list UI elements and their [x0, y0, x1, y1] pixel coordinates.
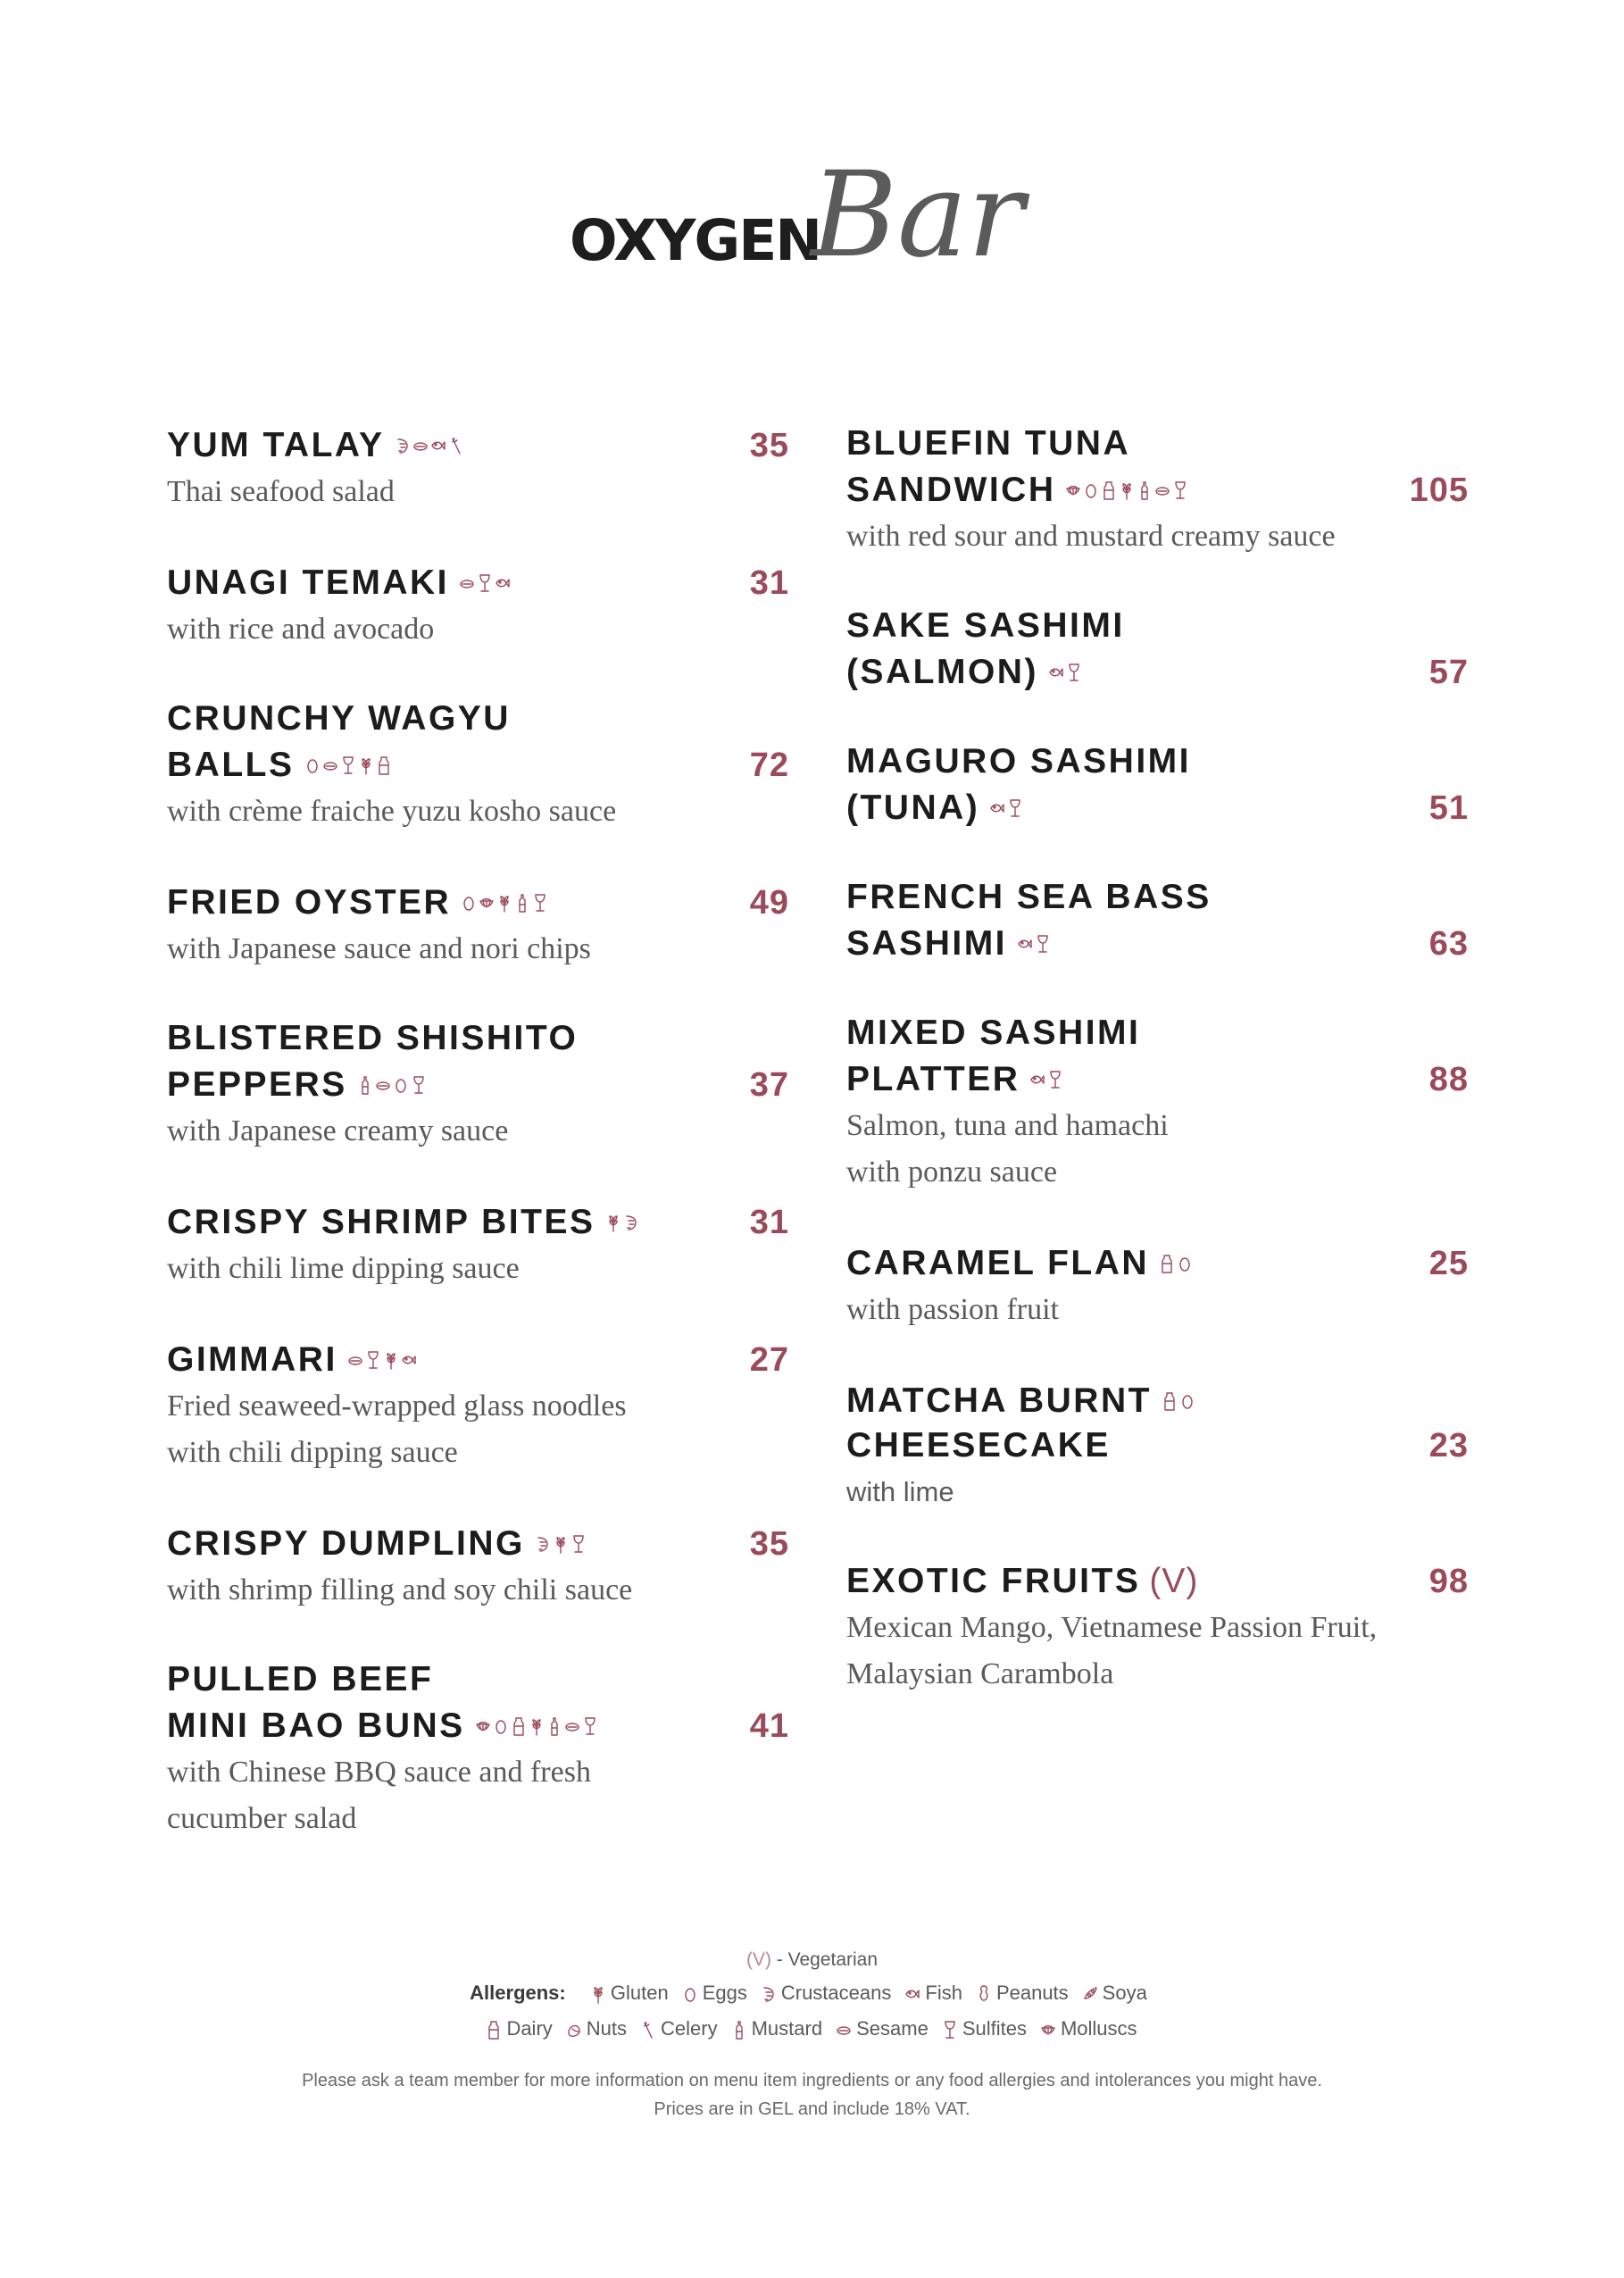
fish-icon	[1030, 1070, 1045, 1089]
menu-item-name-text: BLUEFIN TUNA	[846, 424, 1131, 463]
menu-item	[846, 421, 1469, 559]
sulfites-icon	[412, 1075, 426, 1095]
menu-item-description: with chili dipping sauce	[167, 1436, 458, 1469]
menu-item-description: with passion fruit	[846, 1293, 1059, 1326]
menu-item-price: 63	[1428, 925, 1469, 963]
menu-item-description: with Japanese sauce and nori chips	[167, 932, 591, 965]
menu-item	[846, 604, 1469, 695]
menu-item	[167, 879, 789, 972]
soya-icon	[1083, 1984, 1097, 2004]
gluten-icon	[554, 1534, 568, 1554]
menu-item	[167, 1657, 789, 1841]
menu-column-right	[846, 421, 1469, 1697]
menu-item-name-text: CRISPY SHRIMP BITES	[167, 1203, 595, 1241]
allergen-icons	[396, 421, 467, 466]
menu-item-name	[167, 1520, 673, 1566]
fish-icon	[990, 798, 1004, 818]
menu-item-name	[846, 875, 1353, 920]
menu-item-name	[167, 697, 673, 741]
allergen-legend-label: Sesame	[856, 2017, 929, 2040]
crustaceans-icon	[762, 1984, 776, 2004]
sesame-icon	[565, 1716, 579, 1736]
menu-item-name-text: MINI BAO BUNS	[167, 1706, 465, 1745]
menu-item-name-text: CARAMEL FLAN	[846, 1244, 1150, 1282]
allergen-legend-label: Peanuts	[995, 1982, 1069, 2004]
menu-item-name-text: SASHIMI	[846, 924, 1008, 963]
sulfites-icon	[1048, 1070, 1062, 1089]
menu-item-description: with red sour and mustard creamy sauce	[846, 520, 1336, 553]
peanuts-icon	[977, 1984, 991, 2004]
menu-item-name	[167, 559, 673, 605]
allergen-legend-item	[487, 2017, 552, 2040]
menu-item-description: Salmon, tuna and hamachi	[846, 1109, 1169, 1142]
fish-icon	[1018, 934, 1032, 954]
menu-item-name-text: MAGURO SASHIMI	[846, 742, 1191, 780]
menu-item-description: Thai seafood salad	[167, 475, 395, 508]
menu-item-name-text: PLATTER	[846, 1060, 1020, 1098]
allergen-icons	[1066, 466, 1191, 511]
menu-item	[167, 1016, 789, 1154]
menu-item-name-text: BLISTERED SHISHITO	[167, 1019, 579, 1057]
allergen-icons	[1162, 1377, 1198, 1422]
sesame-icon	[413, 436, 428, 455]
menu-item-header	[167, 421, 789, 468]
allergen-legend	[0, 1945, 1624, 2124]
menu-item-name-text: (TUNA)	[846, 789, 980, 827]
menu-item-name	[846, 648, 1353, 695]
menu-item-header	[167, 879, 789, 925]
fish-icon	[402, 1350, 416, 1370]
menu-item-price: 25	[1428, 1245, 1469, 1282]
eggs-icon	[462, 893, 476, 913]
menu-item-name-text: PEPPERS	[167, 1065, 347, 1104]
menu-item-name	[846, 739, 1353, 784]
allergen-icons	[1160, 1239, 1195, 1284]
dairy-icon	[1160, 1254, 1174, 1273]
menu-item-name	[167, 879, 673, 925]
sesame-icon	[837, 2020, 851, 2040]
allergen-legend-label: Molluscs	[1060, 2017, 1137, 2040]
menu-item-description: Mexican Mango, Vietnamese Passion Fruit,	[846, 1611, 1378, 1644]
menu-item-name-text: MATCHA BURNT	[846, 1381, 1152, 1420]
dairy-icon	[377, 755, 391, 775]
allergen-legend-label: Fish	[925, 1982, 962, 2004]
celery-icon	[641, 2020, 655, 2040]
menu-item-description: with lime	[846, 1476, 954, 1507]
menu-item-header	[167, 1016, 789, 1107]
allergen-icons	[1049, 648, 1085, 693]
sulfites-icon	[478, 573, 492, 593]
menu-item-price: 37	[749, 1066, 789, 1104]
menu-item-header	[846, 1239, 1469, 1286]
menu-item-name	[167, 1061, 673, 1107]
vegetarian-mark: (V)	[1149, 1562, 1199, 1600]
allergen-legend-item	[641, 2017, 718, 2040]
menu-item-price: 31	[749, 564, 789, 602]
nuts-icon	[567, 2020, 581, 2040]
sesame-icon	[460, 573, 474, 593]
mustard-icon	[1137, 480, 1152, 500]
menu-item-name	[846, 604, 1353, 648]
mustard-icon	[515, 893, 529, 913]
sulfites-icon	[583, 1716, 597, 1736]
brand-logo	[570, 146, 1070, 308]
molluscs-icon	[1041, 2020, 1055, 2040]
menu-item-description: with shrimp filling and soy chili sauce	[167, 1573, 633, 1606]
menu-item-name	[167, 1336, 673, 1382]
menu-item-description: Malaysian Carambola	[846, 1657, 1114, 1690]
menu-item	[167, 1198, 789, 1291]
allergen-icons	[460, 559, 513, 604]
sulfites-icon	[366, 1350, 380, 1370]
allergen-legend-label: Soya	[1102, 1982, 1147, 2004]
menu-item-price: 35	[749, 427, 789, 464]
crustaceans-icon	[624, 1213, 638, 1232]
allergy-notice	[0, 2066, 1624, 2124]
eggs-icon	[1084, 480, 1098, 500]
allergen-icons	[305, 741, 395, 786]
vat-note-line: Prices are in GEL and include 18% VAT.	[654, 2099, 970, 2119]
allergen-legend-label: Sulfites	[962, 2017, 1027, 2040]
eggs-icon	[494, 1716, 508, 1736]
sulfites-icon	[341, 755, 355, 775]
vegetarian-label: - Vegetarian	[770, 1949, 879, 1970]
menu-item-price: 27	[749, 1341, 789, 1379]
menu-item-price: 35	[749, 1525, 789, 1563]
allergen-row-1	[0, 1975, 1624, 2011]
gluten-icon	[497, 893, 512, 913]
menu-item-description: cucumber salad	[167, 1802, 357, 1835]
menu-item-price: 88	[1428, 1061, 1469, 1098]
menu-item-price: 105	[1409, 471, 1469, 509]
brand-wordmark: OXYGEN	[570, 208, 820, 273]
menu-item-price: 31	[749, 1204, 789, 1241]
sesame-icon	[376, 1075, 390, 1095]
menu-item-name-text: CRUNCHY WAGYU	[167, 699, 511, 738]
menu-column-left	[167, 421, 789, 1841]
menu-item	[846, 875, 1469, 966]
menu-item-header	[167, 1198, 789, 1245]
menu-item-name-text: UNAGI TEMAKI	[167, 563, 449, 602]
gluten-icon	[591, 1984, 605, 2004]
menu-item-name-text: SAKE SASHIMI	[846, 606, 1125, 645]
menu-item-name-text: MIXED SASHIMI	[846, 1014, 1141, 1052]
mustard-icon	[732, 2020, 746, 2040]
sesame-icon	[1155, 480, 1170, 500]
menu-item-header	[167, 1520, 789, 1566]
eggs-icon	[1180, 1391, 1195, 1411]
menu-item-header	[846, 1377, 1469, 1468]
menu-item-description: Fried seaweed-wrapped glass noodles	[167, 1389, 627, 1423]
menu-item-name	[846, 1056, 1353, 1102]
allergen-legend-item	[1041, 2017, 1137, 2040]
vegetarian-note	[0, 1945, 1624, 1975]
dairy-icon	[487, 2020, 501, 2040]
fish-icon	[905, 1984, 920, 2004]
gluten-icon	[1120, 480, 1134, 500]
menu-item-header	[846, 421, 1469, 513]
dairy-icon	[512, 1716, 526, 1736]
menu-item	[167, 697, 789, 834]
menu-item	[846, 1239, 1469, 1332]
allergen-icons	[990, 784, 1026, 829]
allergens-label: Allergens:	[470, 1982, 566, 2004]
gluten-icon	[529, 1716, 544, 1736]
allergen-legend-item	[1083, 1982, 1147, 2004]
allergy-note-line: Please ask a team member for more information on menu item ingredients or any food allergies and intolerances you might have.	[302, 2071, 1322, 2090]
menu-item	[846, 739, 1469, 830]
menu-item	[167, 421, 789, 514]
eggs-icon	[305, 755, 320, 775]
menu-item-header	[846, 739, 1469, 830]
menu-item-description: with rice and avocado	[167, 613, 435, 646]
fish-icon	[1049, 663, 1063, 682]
menu-item-header	[167, 697, 789, 788]
allergen-icons	[1030, 1056, 1066, 1100]
menu-item-header	[846, 1011, 1469, 1102]
menu-item-name-text: GIMMARI	[167, 1340, 337, 1379]
menu-item-name	[167, 1702, 673, 1748]
sesame-icon	[348, 1350, 362, 1370]
menu-item-description: with Chinese BBQ sauce and fresh	[167, 1756, 591, 1789]
menu-item-description: with crème fraiche yuzu kosho sauce	[167, 795, 617, 828]
menu-item-price: 23	[1428, 1427, 1469, 1464]
allergen-legend-item	[591, 1982, 669, 2004]
sulfites-icon	[533, 893, 547, 913]
menu-item	[846, 1011, 1469, 1195]
menu-item	[167, 1336, 789, 1475]
allergen-icons	[476, 1702, 601, 1747]
menu-item	[167, 1520, 789, 1613]
allergen-legend-item	[837, 2017, 929, 2040]
molluscs-icon	[479, 893, 494, 913]
menu-item-name	[167, 1016, 673, 1061]
allergen-legend-item	[905, 1982, 962, 2004]
menu-item-price: 41	[749, 1707, 789, 1745]
menu-item-price: 51	[1428, 789, 1469, 827]
sulfites-icon	[1067, 663, 1081, 682]
menu-item-name-text: CRISPY DUMPLING	[167, 1524, 525, 1563]
menu-item-price: 98	[1428, 1563, 1469, 1600]
allergen-icons	[1018, 920, 1054, 964]
menu-item-name	[846, 466, 1353, 513]
dairy-icon	[1162, 1391, 1177, 1411]
mustard-icon	[358, 1075, 372, 1095]
menu-item-header	[167, 1336, 789, 1382]
allergen-icons	[536, 1520, 589, 1565]
menu-item-name-text: (SALMON)	[846, 653, 1038, 691]
allergen-legend-item	[762, 1982, 892, 2004]
allergen-legend-item	[732, 2017, 822, 2040]
allergen-row-2	[0, 2011, 1624, 2047]
allergen-legend-label: Mustard	[751, 2017, 823, 2040]
molluscs-icon	[1066, 480, 1080, 500]
allergen-icons	[462, 879, 551, 923]
eggs-icon	[1178, 1254, 1192, 1273]
menu-item-name	[167, 741, 673, 788]
gluten-icon	[606, 1213, 620, 1232]
menu-item-description: with chili lime dipping sauce	[167, 1252, 520, 1285]
gluten-icon	[359, 755, 373, 775]
menu-item-name-text: BALLS	[167, 746, 295, 784]
sulfites-icon	[571, 1534, 586, 1554]
menu-item-name-text: EXOTIC FRUITS	[846, 1562, 1141, 1600]
eggs-icon	[683, 1984, 697, 2004]
menu-item-name	[846, 1239, 1353, 1286]
sesame-icon	[323, 755, 337, 775]
sulfites-icon	[1036, 934, 1050, 954]
allergen-legend-label: Celery	[661, 2017, 718, 2040]
menu-item-name	[167, 1198, 673, 1245]
menu-item-name	[846, 1559, 1353, 1604]
allergen-legend-label: Eggs	[702, 1982, 747, 2004]
fish-icon	[496, 573, 510, 593]
menu-item-name	[846, 421, 1353, 466]
menu-item	[167, 559, 789, 652]
allergen-legend-item	[977, 1982, 1069, 2004]
vegetarian-mark: (V)	[745, 1949, 771, 1970]
menu-item-description: with ponzu sauce	[846, 1156, 1058, 1189]
menu-item-description: with Japanese creamy sauce	[167, 1114, 509, 1147]
dairy-icon	[1102, 480, 1116, 500]
menu-item-price: 72	[749, 747, 789, 784]
menu-item-name-text: CHEESECAKE	[846, 1426, 1111, 1464]
allergen-icons	[358, 1061, 429, 1106]
sulfites-icon	[1173, 480, 1187, 500]
menu-item-header	[167, 559, 789, 605]
allergen-legend-label: Dairy	[506, 2017, 553, 2040]
menu-item-price: 49	[749, 884, 789, 922]
menu-item-name-text: FRIED OYSTER	[167, 883, 452, 922]
menu-item-name	[846, 920, 1353, 966]
menu-item-name-text: SANDWICH	[846, 471, 1056, 509]
crustaceans-icon	[536, 1534, 550, 1554]
sulfites-icon	[943, 2020, 957, 2040]
menu-item-name-text: FRENCH SEA BASS	[846, 878, 1212, 916]
sulfites-icon	[1008, 798, 1022, 818]
menu-item-price: 57	[1428, 654, 1469, 691]
menu-item-header	[846, 1559, 1469, 1604]
menu-item-name	[846, 1011, 1353, 1056]
menu-item-name-text: PULLED BEEF	[167, 1660, 434, 1698]
menu-item	[846, 1377, 1469, 1514]
allergen-legend-label: Crustaceans	[780, 1982, 892, 2004]
allergen-legend-item	[567, 2017, 627, 2040]
allergen-legend-label: Nuts	[586, 2017, 628, 2040]
menu-item-name-text: YUM TALAY	[167, 426, 385, 464]
molluscs-icon	[476, 1716, 490, 1736]
menu-item-header	[167, 1657, 789, 1748]
eggs-icon	[394, 1075, 408, 1095]
allergen-legend-item	[943, 2017, 1027, 2040]
mustard-icon	[547, 1716, 562, 1736]
celery-icon	[449, 436, 463, 455]
crustaceans-icon	[396, 436, 410, 455]
menu-item	[846, 1559, 1469, 1697]
menu-item-name	[167, 421, 673, 468]
allergen-legend-item	[683, 1982, 747, 2004]
allergen-icons	[348, 1336, 420, 1381]
allergen-icons	[606, 1198, 642, 1243]
fish-icon	[431, 436, 446, 455]
gluten-icon	[384, 1350, 398, 1370]
menu-item-name	[167, 1657, 673, 1702]
allergen-legend-label: Gluten	[610, 1982, 669, 2004]
menu-item-header	[846, 875, 1469, 966]
brand-script: Bar	[811, 146, 1024, 284]
menu-item-name	[846, 784, 1353, 830]
menu-item-header	[846, 604, 1469, 695]
menu-item-name	[846, 1423, 1353, 1468]
menu-item-name	[846, 1377, 1353, 1423]
